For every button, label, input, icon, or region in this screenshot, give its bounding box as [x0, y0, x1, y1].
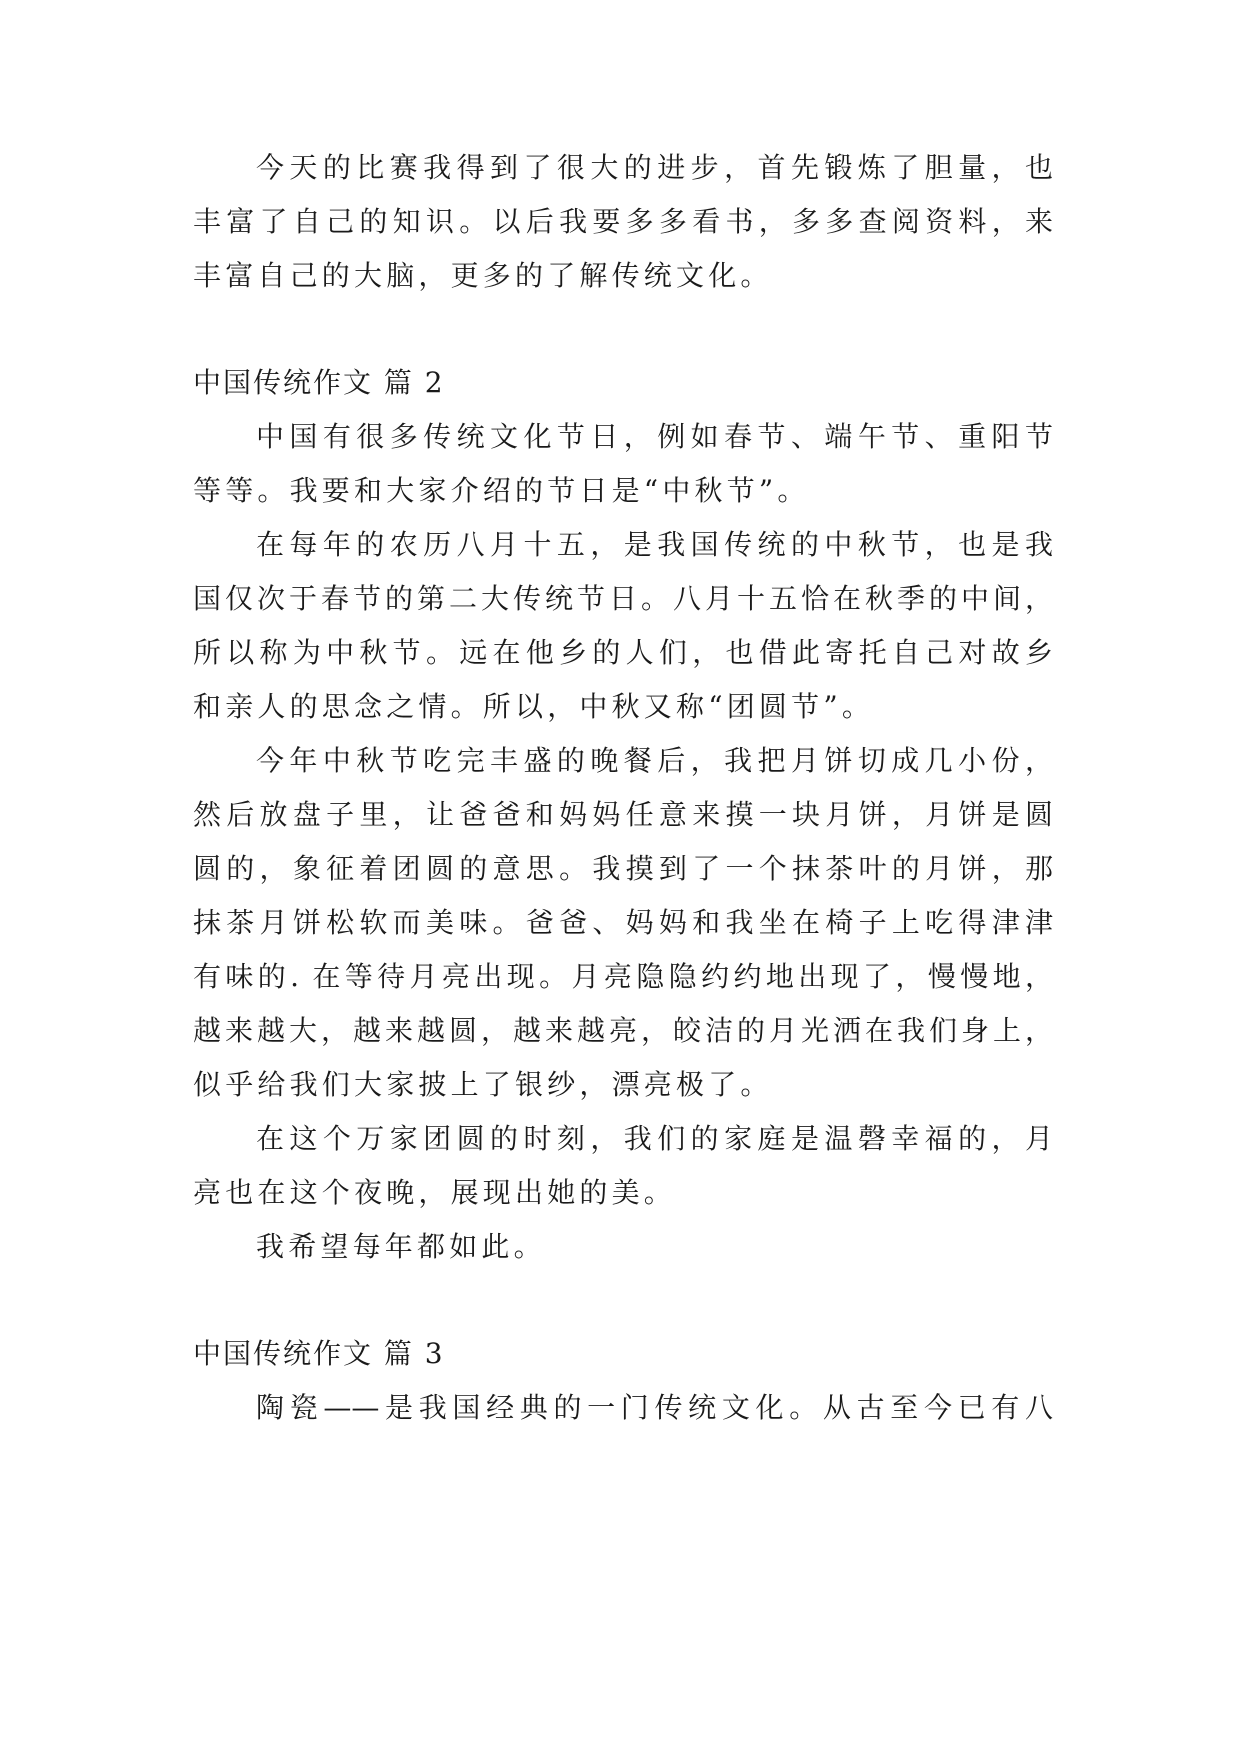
paragraph-line: 丰富自己的大脑，更多的了解传统文化。	[193, 259, 773, 292]
paragraph-line: 中国有很多传统文化节日，例如春节、端午节、重阳节	[256, 420, 1053, 453]
paragraph-line: 等等。我要和大家介绍的节日是“中秋节”。	[193, 474, 810, 507]
paragraph-line: 越来越大，越来越圆，越来越亮，皎洁的月光洒在我们身上，	[193, 1014, 1053, 1047]
paragraph-line: 亮也在这个夜晚，展现出她的美。	[193, 1176, 677, 1209]
paragraph-line: 今年中秋节吃完丰盛的晚餐后，我把月饼切成几小份，	[256, 744, 1053, 777]
paragraph-line: 丰富了自己的知识。以后我要多多看书，多多查阅资料，来	[193, 205, 1053, 238]
section-heading: 中国传统作文 篇 3	[193, 1337, 445, 1370]
paragraph-line: 抹茶月饼松软而美味。爸爸、妈妈和我坐在椅子上吃得津津	[193, 906, 1053, 939]
paragraph-line: 然后放盘子里，让爸爸和妈妈任意来摸一块月饼，月饼是圆	[193, 798, 1053, 831]
paragraph-line: 在这个万家团圆的时刻，我们的家庭是温磬幸福的，月	[256, 1122, 1053, 1155]
paragraph-line: 有味的. 在等待月亮出现。月亮隐隐约约地出现了，慢慢地，	[193, 960, 1053, 993]
paragraph-line: 今天的比赛我得到了很大的进步，首先锻炼了胆量，也	[256, 151, 1053, 184]
paragraph-line: 和亲人的思念之情。所以，中秋又称“团圆节”。	[193, 690, 875, 723]
paragraph-line: 陶瓷——是我国经典的一门传统文化。从古至今已有八	[256, 1391, 1053, 1424]
paragraph-line: 国仅次于春节的第二大传统节日。八月十五恰在秋季的中间，	[193, 582, 1053, 615]
section-heading: 中国传统作文 篇 2	[193, 366, 445, 399]
paragraph-line: 圆的，象征着团圆的意思。我摸到了一个抹茶叶的月饼，那	[193, 852, 1053, 885]
paragraph-line: 所以称为中秋节。远在他乡的人们，也借此寄托自己对故乡	[193, 636, 1053, 669]
paragraph-line: 似乎给我们大家披上了银纱，漂亮极了。	[193, 1068, 773, 1101]
paragraph-line: 在每年的农历八月十五，是我国传统的中秋节，也是我	[256, 528, 1053, 561]
paragraph-line: 我希望每年都如此。	[256, 1230, 546, 1263]
